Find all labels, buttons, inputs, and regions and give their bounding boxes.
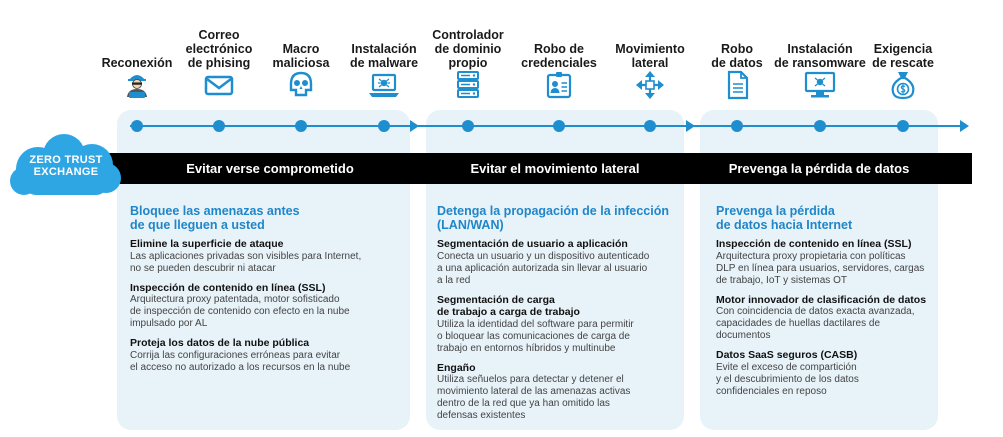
item-body: Evite el exceso de compartición y el descubrimiento de los datos confidenciales en reposo: [716, 361, 859, 397]
item-body: Utiliza señuelos para detectar y detener el movimiento lateral de las amenazas activas dentro de la red que ya han omitido las defensas existentes: [437, 374, 631, 421]
timeline-arrow: [960, 120, 969, 132]
stage-label-reconexion: Reconexión: [101, 56, 173, 70]
stage-label-ransom: Exigencia de rescate: [872, 42, 934, 70]
timeline-arrow: [686, 120, 695, 132]
id-badge-icon: [542, 70, 576, 100]
item-title: Motor innovador de clasificación de datos: [716, 293, 927, 306]
timeline-dot: [131, 120, 143, 132]
timeline-dot: [814, 120, 826, 132]
stage-label-lateral: Movimiento lateral: [615, 42, 685, 70]
item-body: Corrija las configuraciones erróneas para evitar el acceso no autorizado a los recursos en la nube: [130, 349, 351, 373]
column-heading: Prevenga la pérdida de datos hacia Internet: [716, 204, 853, 232]
timeline-dot: [213, 120, 225, 132]
timeline-dot: [553, 120, 565, 132]
move-arrows-icon: [633, 70, 667, 100]
stage-label-data-theft: Robo de datos: [711, 42, 763, 70]
timeline-dot: [897, 120, 909, 132]
column-compromise: [130, 204, 405, 381]
timeline-dot: [731, 120, 743, 132]
item-body: Conecta un usuario y un dispositivo autenticado a una aplicación autorizada sin llevar al usuario a la red: [437, 250, 650, 286]
stage-label-domain-controller: Controlador de dominio propio: [432, 28, 504, 70]
envelope-icon: [202, 70, 236, 100]
timeline-arrow: [410, 120, 419, 132]
item-body: Arquitectura proxy patentada, motor sofisticado de inspección de contenido con efecto en la nube impulsado por AL: [130, 294, 350, 329]
band-label-data-loss: Prevenga la pérdida de datos: [728, 161, 910, 176]
item-title: Segmentación de usuario a aplicación: [437, 238, 628, 250]
item-body: Utiliza la identidad del software para permitir o bloquear las comunicaciones de carga de trabajo en entornos híbridos y multinube: [437, 318, 634, 354]
hacker-icon: [120, 70, 154, 100]
timeline-dot: [644, 120, 656, 132]
item-title: Proteja los datos de la nube pública: [130, 337, 310, 349]
column-lateral: [437, 204, 682, 429]
monitor-ransomware-icon: [803, 70, 837, 100]
item-title: Datos SaaS seguros (CASB): [716, 349, 858, 361]
timeline-line: [130, 125, 962, 127]
stage-label-phishing: Correo electrónico de phising: [185, 28, 253, 70]
column-heading: Bloquee las amenazas antes de que lleguen a usted: [130, 204, 300, 232]
item-body: Con coincidencia de datos exacta avanzada, capacidades de huellas dactilares de documentos: [716, 306, 915, 341]
item-body: Las aplicaciones privadas son visibles para Internet, no se pueden descubrir ni atacar: [130, 250, 362, 274]
band-label-lateral: Evitar el movimiento lateral: [470, 161, 640, 176]
item-title: Elimine la superficie de ataque: [130, 238, 284, 250]
column-heading: Detenga la propagación de la infección (LAN/WAN): [437, 204, 669, 232]
stage-label-malware: Instalación de malware: [349, 42, 419, 70]
money-bag-icon: [886, 70, 920, 100]
item-title: Segmentación de carga de trabajo a carga de trabajo: [437, 293, 580, 318]
timeline-dot: [295, 120, 307, 132]
timeline-dot: [378, 120, 390, 132]
document-icon: [720, 70, 754, 100]
timeline-dot: [462, 120, 474, 132]
server-icon: [451, 70, 485, 100]
item-title: Inspección de contenido en línea (SSL): [130, 281, 326, 294]
item-body: Arquitectura proxy propietaria con políticas DLP en línea para usuarios, servidores, cargas de trabajo, IoT y sistemas OT: [716, 250, 925, 286]
item-title: Engaño: [437, 361, 476, 374]
stage-label-macro: Macro maliciosa: [272, 42, 330, 70]
column-data-loss: [716, 204, 956, 405]
skull-icon: [284, 70, 318, 100]
laptop-malware-icon: [367, 70, 401, 100]
stage-label-credentials: Robo de credenciales: [521, 42, 597, 70]
stage-label-ransomware: Instalación de ransomware: [774, 42, 866, 70]
band-label-compromise: Evitar verse comprometido: [186, 161, 354, 176]
zero-trust-badge: ZERO TRUST EXCHANGE: [29, 154, 103, 178]
item-title: Inspección de contenido en línea (SSL): [716, 238, 912, 250]
